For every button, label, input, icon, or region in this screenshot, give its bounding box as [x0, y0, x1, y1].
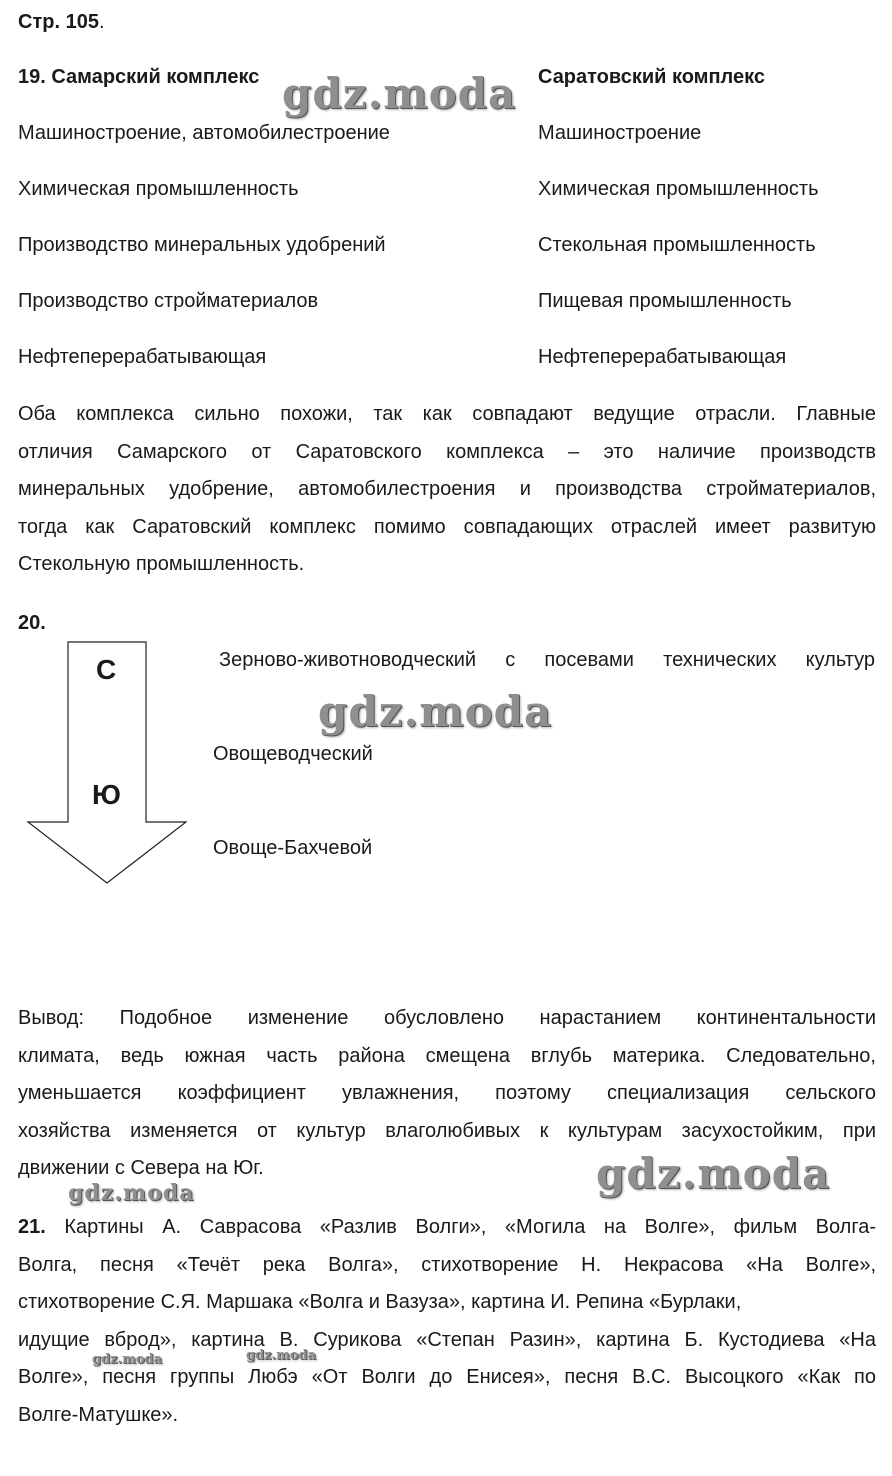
paragraph-line: отличия Самарского от Саратовского комплекса – это наличие производств — [18, 440, 876, 463]
paragraph-line: тогда как Саратовский комплекс помимо совпадающих отраслей имеет развитую — [18, 515, 876, 538]
zone-vegetable: Овощеводческий — [213, 743, 373, 765]
paragraph-line: хозяйства изменяется от культур влаголюбивых к культурам засухостойким, при — [18, 1119, 876, 1142]
paragraph-line: идущие вброд», картина В. Сурикова «Степан Разин», картина Б. Кустодиева «На — [18, 1328, 876, 1351]
paragraph-line: Волга, песня «Течёт река Волга», стихотворение Н. Некрасова «На Волге», — [18, 1253, 876, 1276]
right-list-item: Машиностроение — [538, 122, 702, 144]
left-list-item: Производство стройматериалов — [18, 290, 319, 312]
right-list-item: Пищевая промышленность — [538, 290, 792, 312]
task20-number: 20. — [18, 612, 46, 634]
right-list-item: Стекольная промышленность — [538, 234, 816, 256]
paragraph-line: климата, ведь южная часть района смещена вглубь материка. Следовательно, — [18, 1044, 876, 1067]
watermark: gdz.moda — [92, 1352, 163, 1367]
left-list-item: Производство минеральных удобрений — [18, 234, 386, 256]
paragraph-line: уменьшается коэффициент увлажнения, поэтому специализация сельского — [18, 1082, 876, 1104]
paragraph-line: стихотворение С.Я. Маршака «Волга и Вазуза», картина И. Репина «Бурлаки, — [18, 1291, 742, 1313]
arrow-south-letter: Ю — [92, 779, 121, 810]
paragraph-line: движении с Севера на Юг. — [18, 1157, 264, 1179]
task21-number: 21. — [18, 1216, 46, 1238]
task19-right-title: Саратовский комплекс — [538, 66, 765, 88]
right-list-item: Химическая промышленность — [538, 178, 819, 200]
task21-text — [18, 1215, 876, 1440]
left-list-item: Машиностроение, автомобилестроение — [18, 122, 390, 144]
arrow-north-letter: С — [96, 654, 117, 685]
watermark: gdz.moda — [596, 1149, 831, 1198]
task19-left-title: 19. Самарский комплекс — [18, 66, 260, 88]
watermark: gdz.moda — [318, 687, 553, 736]
paragraph-line: Стекольную промышленность. — [18, 553, 305, 575]
zone-vegetable-melon: Овоще-Бахчевой — [213, 837, 373, 859]
paragraph-line: Волге-Матушке». — [18, 1403, 179, 1426]
page-number: Стр. 105. — [18, 11, 105, 33]
zone-grain-livestock: Зерново-животноводческий с посевами технических культур — [219, 649, 875, 671]
paragraph-line: 21. Картины А. Саврасова «Разлив Волги», «Могила на Волге», фильм Волга- — [18, 1216, 876, 1238]
left-list-item: Нефтеперерабатывающая — [18, 346, 267, 368]
left-list-item: Химическая промышленность — [18, 178, 299, 200]
task19-conclusion — [18, 402, 876, 590]
watermark: gdz.moda — [246, 1348, 317, 1363]
right-list-item: Нефтеперерабатывающая — [538, 346, 787, 368]
paragraph-line: Оба комплекса сильно похожи, так как совпадают ведущие отрасли. Главные — [18, 403, 876, 425]
paragraph-line: Волге», песня группы Любэ «От Волги до Енисея», песня В.С. Высоцкого «Как по — [18, 1366, 876, 1388]
paragraph-line: минеральных удобрение, автомобилестроения и производства стройматериалов, — [18, 478, 876, 500]
paragraph-line: Вывод: Подобное изменение обусловлено нарастанием континентальности — [18, 1007, 876, 1029]
watermark: gdz.moda — [282, 69, 517, 118]
watermark: gdz.moda — [68, 1180, 195, 1206]
